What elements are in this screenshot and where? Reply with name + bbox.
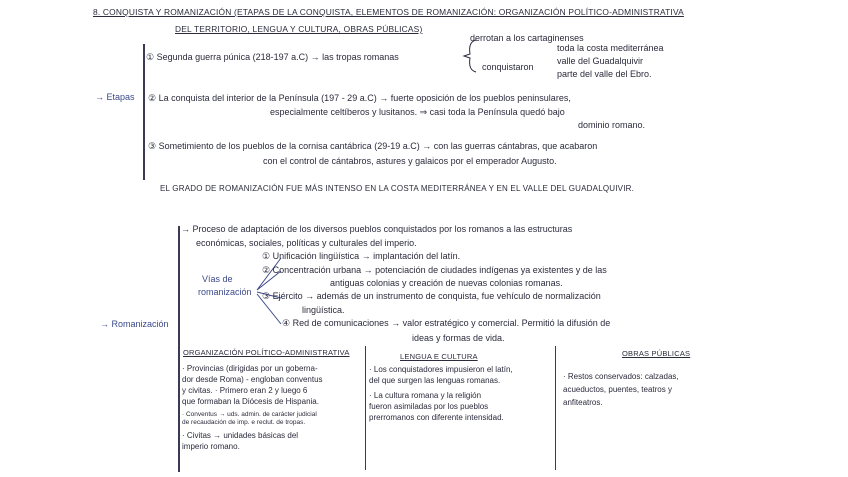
vias-label: romanización: [198, 287, 252, 297]
definition-line1: → Proceso de adaptación de los diversos pueblos conquistados por los romanos a las estructuras: [181, 224, 573, 234]
col3-line: anfiteatros.: [563, 398, 603, 407]
col3-line: acueductos, puentes, teatros y: [563, 385, 672, 394]
via-2-cont: antiguas colonias y creación de nuevas colonias romanas.: [330, 278, 563, 288]
col3-line: · Restos conservados: calzadas,: [563, 372, 679, 381]
col-header-lengua: LENGUA E CULTURA: [400, 352, 478, 361]
col1-line: que formaban la Diócesis de Hispania.: [182, 397, 319, 406]
col1-line: · Provincias (dirigidas por un goberna-: [182, 364, 318, 373]
via-4: ④ Red de comunicaciones → valor estratégico y comercial. Permitió la difusión de: [282, 318, 611, 328]
brace-icon: [462, 38, 482, 74]
col2-line: · Los conquistadores impusieron el latín,: [369, 365, 513, 374]
romanizacion-bracket-line: [178, 226, 180, 472]
stage2-line1: ② La conquista del interior de la Península (197 - 29 a.C) → fuerte oposición de los pueblos peninsulares,: [148, 93, 571, 103]
etapas-bracket-line: [143, 44, 145, 180]
stage1-conquest: toda la costa mediterránea: [557, 43, 664, 53]
definition-line2: económicas, sociales, políticas y culturales del imperio.: [196, 238, 417, 248]
via-3-cont: lingüística.: [302, 305, 345, 315]
via-1: ① Unificación lingüística → implantación del latín.: [262, 251, 461, 261]
stage3-line1: ③ Sometimiento de los pueblos de la cornisa cantábrica (29-19 a.C) → con las guerras cántabras, que acabaron: [148, 141, 598, 151]
via-3: ③ Ejército → además de un instrumento de conquista, fue vehículo de normalización: [262, 291, 601, 301]
col1-line: de recaudación de imp. e reclut. de tropas.: [182, 419, 306, 426]
col2-line: del que surgen las lenguas romanas.: [369, 376, 501, 385]
via-4-cont: ideas y formas de vida.: [412, 333, 505, 343]
stage2-line2: especialmente celtíberos y lusitanos. ⇒ casi toda la Península quedó bajo: [270, 107, 565, 117]
summary-text: EL GRADO DE ROMANIZACIÓN FUE MÁS INTENSO EN LA COSTA MEDITERRÁNEA Y EN EL VALLE DEL GUADALQUIVIR.: [160, 184, 635, 193]
col-header-organizacion: ORGANIZACIÓN POLÍTICO-ADMINISTRATIVA: [183, 348, 350, 357]
title-line-1: 8. CONQUISTA Y ROMANIZACIÓN (ETAPAS DE LA CONQUISTA, ELEMENTOS DE ROMANIZACIÓN: ORGANIZACIÓN POLÍTICO-ADMINISTRATIVA: [93, 7, 684, 17]
col1-line: · Civitas → unidades básicas del: [182, 431, 299, 440]
vias-label: Vías de: [202, 274, 233, 284]
col1-line: dor desde Roma) - engloban conventus: [182, 375, 323, 384]
col1-line: · Conventus → uds. admin. de carácter judicial: [182, 411, 317, 418]
etapas-label: → Etapas: [95, 92, 135, 102]
title-line-2: DEL TERRITORIO, LENGUA Y CULTURA, OBRAS PÚBLICAS): [175, 24, 423, 34]
stage3-line2: con el control de cántabros, astures y galaicos por el emperador Augusto.: [263, 156, 557, 166]
column-divider: [365, 346, 366, 470]
col-header-obras: OBRAS PÚBLICAS: [622, 349, 691, 358]
stage1-text: ① Segunda guerra púnica (218-197 a.C) → las tropas romanas: [146, 52, 399, 62]
stage1-conquistaron: conquistaron: [482, 62, 534, 72]
via-2: ② Concentración urbana → potenciación de ciudades indígenas ya existentes y de las: [262, 265, 607, 275]
col2-line: prerromanos con diferente intensidad.: [369, 413, 504, 422]
col1-line: y civitas. · Primero eran 2 y luego 6: [182, 386, 308, 395]
stage1-conquest: valle del Guadalquivir: [557, 56, 644, 66]
column-divider: [555, 346, 556, 470]
stage2-line3: dominio romano.: [578, 120, 646, 130]
stage1-conquest: parte del valle del Ebro.: [557, 69, 652, 79]
stage1-derrotan: derrotan a los cartaginenses: [470, 33, 584, 43]
col2-line: · La cultura romana y la religión: [369, 391, 482, 400]
col2-line: fueron asimiladas por los pueblos: [369, 402, 489, 411]
col1-line: imperio romano.: [182, 442, 240, 451]
romanizacion-label: → Romanización: [100, 319, 169, 329]
